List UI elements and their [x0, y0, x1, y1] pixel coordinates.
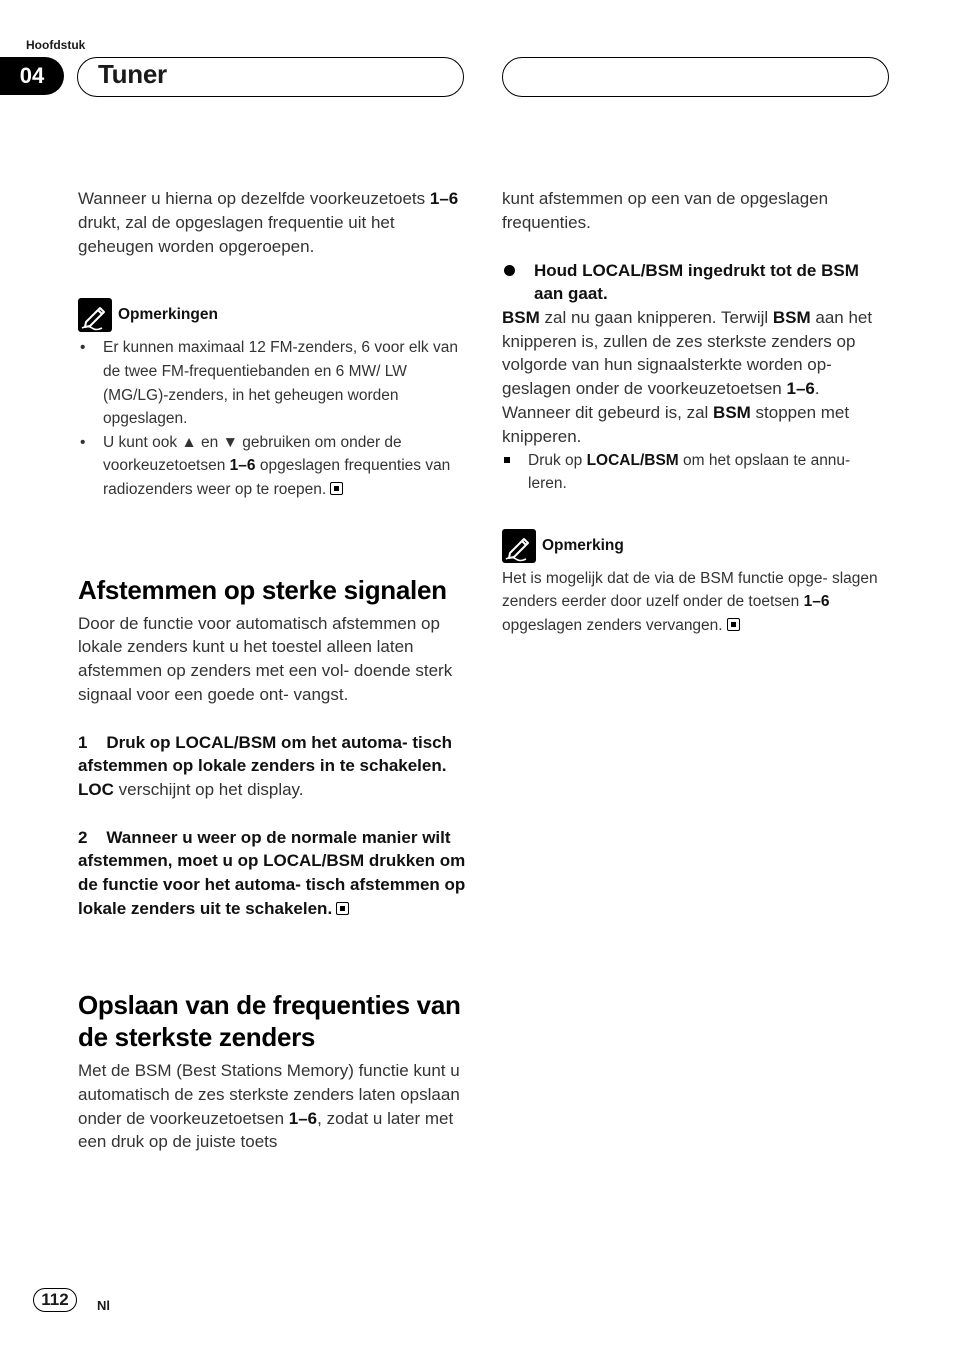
cancel-note: Druk op LOCAL/BSM om het opslaan te annu- leren. — [502, 449, 890, 496]
section-body: Door de functie voor automatisch afstemmen op lokale zenders kunt u het toestel alleen laten afstemmen op zenders met een vol- doende sterk signaal voor een goede ont- vangst. — [78, 613, 453, 704]
header-right-box — [502, 57, 889, 97]
note-item: • Er kunnen maximaal 12 FM-zenders, 6 voor elk van de twee FM-frequentiebanden en 6 MW/ LW (MG/LG)-zenders, in het geheugen worden opgeslagen. — [78, 336, 466, 430]
notes-header — [78, 298, 466, 332]
down-arrow-icon: ▼ — [222, 433, 238, 451]
chapter-title: Tuner — [98, 59, 167, 89]
section-heading: Opslaan van de frequenties van de sterkste zenders — [78, 990, 461, 1053]
end-mark-icon — [330, 482, 343, 495]
bullet-dot-icon — [504, 265, 515, 276]
step-1: 1 Druk op LOCAL/BSM om het automa- tisch afstemmen op lokale zenders in te schakelen. — [78, 732, 457, 776]
pencil-note-icon — [502, 529, 536, 563]
pencil-note-icon — [78, 298, 112, 332]
square-bullet-icon — [504, 457, 510, 463]
end-mark-icon — [336, 902, 349, 915]
section-heading: Afstemmen op sterke signalen — [78, 574, 447, 605]
chapter-number-badge: 04 — [0, 57, 64, 95]
notes-list — [78, 336, 466, 501]
intro-paragraph: Wanneer u hierna op dezelfde voorkeuzetoets 1–6 drukt, zal de opgeslagen frequentie uit het geheugen worden opgeroepen. — [78, 189, 459, 256]
chapter-label: Hoofdstuk — [26, 38, 86, 52]
up-arrow-icon: ▲ — [181, 433, 197, 451]
note-body: Het is mogelijk dat de via de BSM functie opge- slagen zenders eerder door uzelf onder de toetsen 1–6 opgeslagen zenders vervangen. — [502, 569, 878, 634]
left-column — [78, 187, 471, 1154]
note-item: • U kunt ook ▲ en ▼ gebruiken om onder de voorkeuzetoetsen 1–6 opgeslagen frequenties van radiozenders weer op te roepen. — [78, 431, 466, 502]
bsm-step-body: BSM zal nu gaan knipperen. Terwijl BSM aan het knipperen is, zullen de zes sterkste zenders op volgorde van hun signaalsterkte worden op- geslagen onder de voorkeuzetoetsen 1–6. Wanneer dit gebeurd is, zal BSM stoppen met knipperen. — [502, 307, 873, 446]
page-number: 112 — [33, 1288, 77, 1312]
step-2: 2 Wanneer u weer op de normale manier wilt afstemmen, moet u op LOCAL/BSM drukken om de functie voor het automa- tisch afstemmen op lokale zenders uit te schakelen. — [78, 827, 471, 918]
right-column — [502, 187, 890, 638]
chapter-title-box — [77, 57, 464, 97]
continuation-paragraph: kunt afstemmen op een van de opgeslagen frequenties. — [502, 189, 829, 232]
end-mark-icon — [727, 618, 740, 631]
notes-title: Opmerkingen — [118, 306, 218, 324]
note-title: Opmerking — [542, 536, 624, 554]
bsm-step-heading: Houd LOCAL/BSM ingedrukt tot de BSM aan gaat. — [502, 259, 890, 306]
note-header — [502, 529, 890, 563]
language-code: Nl — [97, 1298, 110, 1313]
section-body: Met de BSM (Best Stations Memory) functie kunt u automatisch de zes sterkste zenders laten opslaan onder de voorkeuzetoetsen 1–6, zodat u later met een druk op de juiste toets — [78, 1061, 460, 1152]
step-1-result: LOC verschijnt op het display. — [78, 779, 304, 799]
